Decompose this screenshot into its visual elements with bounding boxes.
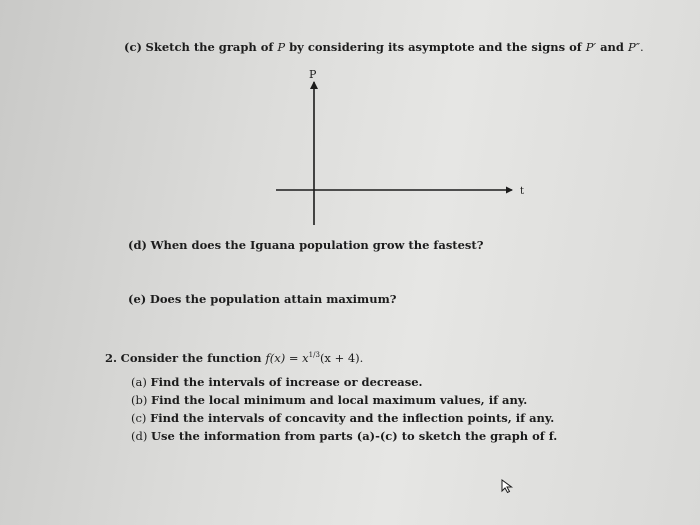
function-end: . bbox=[359, 351, 364, 365]
part-label: (d) bbox=[131, 429, 148, 443]
y-axis-arrowhead bbox=[310, 81, 318, 89]
part-e-label: (e) bbox=[128, 292, 147, 306]
part-e-text: Does the population attain maximum? bbox=[149, 292, 397, 306]
var-P: P bbox=[277, 40, 286, 54]
part-c-text-end: . bbox=[640, 40, 644, 54]
part-d-question bbox=[128, 238, 483, 252]
equals-sign: = bbox=[285, 351, 303, 365]
x-axis-label: t bbox=[520, 186, 525, 197]
problem-2-intro: Consider the function bbox=[120, 351, 266, 365]
problem-2-part-c bbox=[131, 411, 554, 425]
function-factor: (x + 4) bbox=[319, 351, 360, 365]
part-label: (a) bbox=[131, 375, 147, 389]
mouse-pointer-icon bbox=[500, 478, 516, 494]
p-prime: P′ bbox=[585, 40, 597, 54]
function-base: x bbox=[302, 351, 309, 365]
part-c-text-and: and bbox=[596, 40, 628, 54]
part-c-text-prefix: Sketch the graph of bbox=[145, 40, 278, 54]
part-c-label: (c) bbox=[124, 40, 142, 54]
part-c-question bbox=[124, 40, 644, 54]
function-lhs: f(x) bbox=[265, 351, 286, 365]
problem-2-number: 2. bbox=[105, 351, 118, 365]
problem-2-part-b bbox=[131, 393, 527, 407]
part-d-text: When does the Iguana population grow the fastest? bbox=[150, 238, 484, 252]
x-axis-arrowhead bbox=[506, 187, 513, 194]
y-axis-label: P bbox=[309, 70, 317, 81]
graph-axes bbox=[270, 70, 530, 230]
part-label: (c) bbox=[131, 411, 147, 425]
part-text: Use the information from parts (a)-(c) to sketch the graph of f. bbox=[151, 429, 558, 443]
problem-2-statement bbox=[105, 351, 363, 365]
problem-2-part-d bbox=[131, 429, 557, 443]
function-exponent: 1/3 bbox=[308, 351, 320, 360]
part-label: (b) bbox=[131, 393, 148, 407]
part-text: Find the intervals of concavity and the inflection points, if any. bbox=[150, 411, 555, 425]
p-double-prime: P″ bbox=[627, 40, 641, 54]
part-d-label: (d) bbox=[128, 238, 147, 252]
part-c-text-middle: by considering its asymptote and the signs of bbox=[285, 40, 586, 54]
part-text: Find the local minimum and local maximum values, if any. bbox=[151, 393, 528, 407]
problem-2-part-a bbox=[131, 375, 423, 389]
part-text: Find the intervals of increase or decrease. bbox=[150, 375, 423, 389]
part-e-question bbox=[128, 292, 396, 306]
